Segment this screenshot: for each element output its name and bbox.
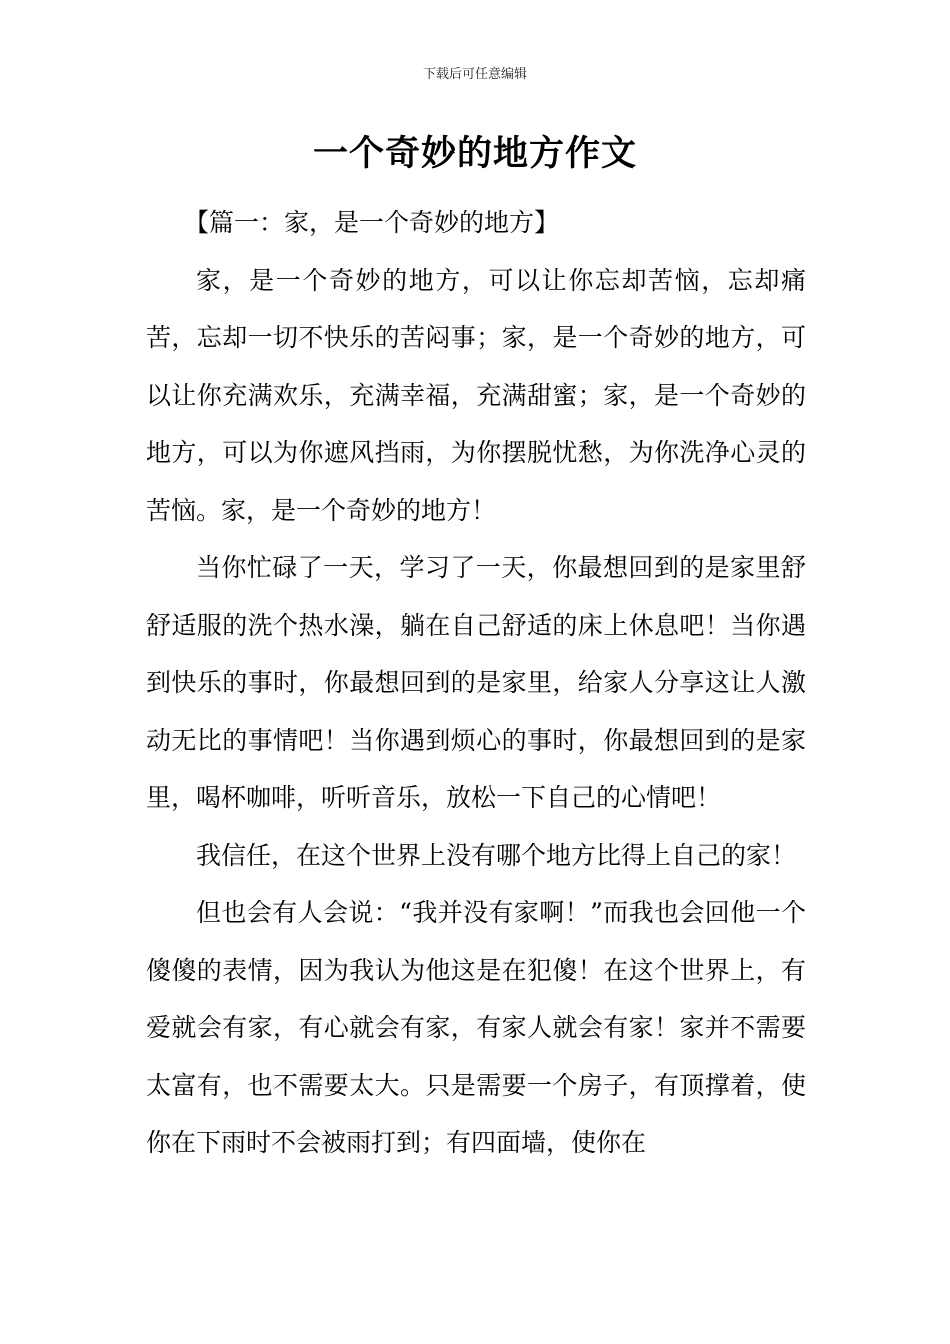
paragraph-3: 我信任，在这个世界上没有哪个地方比得上自己的家！ (196, 840, 797, 870)
document-title: 一个奇妙的地方作文 (312, 134, 637, 174)
paragraph-4: 但也会有人会说：“我并没有家啊！”而我也会回他一个傻傻的表情，因为我认为他这是在犯傻！在这个世界上，有爱就会有家，有心就会有家，有家人就会有家！家并不需要太富有，也不需要太大。只是需要一个房子，有顶撑着，使你在下雨时不会被雨打到；有四面墙，使你在 (146, 898, 806, 1157)
section-heading: 【篇一：家，是一个奇妙的地方】 (184, 208, 560, 237)
header-note: 下载后可任意编辑 (422, 67, 527, 82)
paragraph-2: 当你忙碌了一天，学习了一天，你最想回到的是家里舒舒适服的洗个热水澡，躺在自己舒适的床上休息吧！当你遇到快乐的事时，你最想回到的是家里，给家人分享这让人激动无比的事情吧！当你遇到烦心的事时，你最想回到的是家里，喝杯咖啡，听听音乐，放松一下自己的心情吧！ (146, 553, 806, 812)
document-body (146, 194, 806, 1172)
paragraph-1: 家，是一个奇妙的地方，可以让你忘却苦恼，忘却痛苦，忘却一切不快乐的苦闷事；家，是一个奇妙的地方，可以让你充满欢乐，充满幸福，充满甜蜜；家，是一个奇妙的地方，可以为你遮风挡雨，为你摆脱忧愁，为你洗净心灵的苦恼。家，是一个奇妙的地方！ (146, 265, 806, 525)
